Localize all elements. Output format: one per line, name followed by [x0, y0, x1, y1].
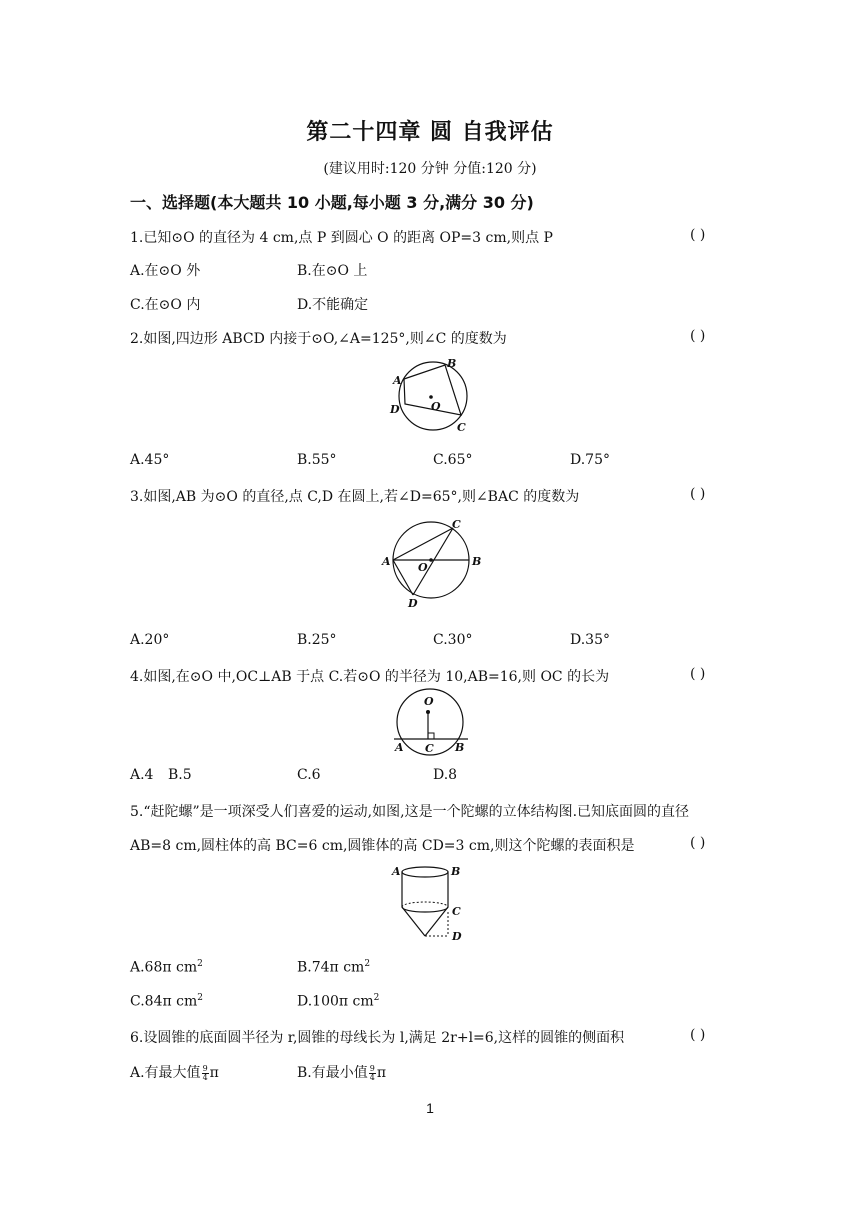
q5-option-a-text: A.68π cm	[130, 959, 198, 976]
question-2-option-b: B.55°	[297, 452, 337, 468]
question-3-stem: 3.如图,AB 为⊙O 的直径,点 C,D 在圆上,若∠D=65°,则∠BAC 的度数为	[130, 489, 580, 505]
q3-label-o: O	[418, 561, 428, 574]
q5-label-c: C	[452, 905, 461, 918]
question-4-option-d: D.8	[433, 767, 458, 783]
question-2-option-c: C.65°	[433, 452, 473, 468]
question-6-stem: 6.设圆锥的底面圆半径为 r,圆锥的母线长为 l,满足 2r+l=6,这样的圆锥的侧面积	[130, 1030, 625, 1046]
question-5-option-a	[130, 959, 203, 976]
q4-label-c: C	[425, 742, 434, 755]
page-number: 1	[426, 1100, 434, 1116]
question-5-option-b	[297, 959, 370, 976]
question-5-figure	[388, 860, 478, 946]
question-5-option-c	[130, 993, 203, 1010]
q2-label-o: O	[431, 400, 441, 413]
q5-option-c-sup: 2	[197, 993, 203, 1003]
question-5-answer-blank: ( )	[690, 835, 706, 851]
q5-option-d-text: D.100π cm	[297, 993, 374, 1010]
section-heading: 一、选择题(本大题共 10 小题,每小题 3 分,满分 30 分)	[130, 193, 534, 212]
question-3-option-c: C.30°	[433, 632, 473, 648]
question-5-option-d	[297, 993, 379, 1010]
q4-label-a: A	[395, 741, 404, 754]
question-4-option-c: C.6	[297, 767, 321, 783]
question-4-stem: 4.如图,在⊙O 中,OC⊥AB 于点 C.若⊙O 的半径为 10,AB=16,则 OC 的长为	[130, 669, 610, 685]
question-4-option-a: A.4	[130, 767, 154, 783]
question-3-answer-blank: ( )	[690, 486, 706, 502]
question-4-option-b: B.5	[168, 767, 192, 783]
question-4-answer-blank: ( )	[690, 666, 706, 682]
page-subtitle: (建议用时:120 分钟 分值:120 分)	[323, 161, 537, 177]
q2-label-d: D	[390, 403, 400, 416]
question-2-option-d: D.75°	[570, 452, 610, 468]
question-5-stem-line-1: 5.“赶陀螺”是一项深受人们喜爱的运动,如图,这是一个陀螺的立体结构图.已知底面圆的直径	[130, 804, 690, 820]
question-6-option-a: A.有最大值 $\frac{9}{4}$ π	[130, 1063, 219, 1082]
q6-option-a-text: A.有最大值	[130, 1065, 201, 1081]
question-2-stem: 2.如图,四边形 ABCD 内接于⊙O,∠A=125°,则∠C 的度数为	[130, 331, 507, 347]
question-3-figure	[378, 518, 482, 612]
question-6-option-b: B.有最小值 $\frac{9}{4}$ π	[297, 1063, 387, 1082]
q5-label-d: D	[452, 930, 462, 943]
q3-label-c: C	[452, 518, 461, 531]
question-3-option-b: B.25°	[297, 632, 337, 648]
page-title: 第二十四章 圆 自我评估	[306, 120, 554, 145]
q5-option-b-sup: 2	[364, 959, 371, 969]
q5-option-a-sup: 2	[197, 959, 203, 969]
question-2-figure	[385, 355, 475, 439]
question-1-option-a: A.在⊙O 外	[130, 263, 201, 279]
question-1-option-b: B.在⊙O 上	[297, 263, 368, 279]
question-2-option-a: A.45°	[130, 452, 170, 468]
question-1-option-d: D.不能确定	[297, 297, 369, 313]
question-3-option-d: D.35°	[570, 632, 610, 648]
q4-label-o: O	[424, 695, 434, 708]
q6-option-b-fraction: $\frac{9}{4}$	[369, 1063, 375, 1082]
question-6-answer-blank: ( )	[690, 1027, 706, 1043]
question-1-answer-blank: ( )	[690, 227, 706, 243]
q5-label-b: B	[451, 865, 461, 878]
q3-label-a: A	[382, 555, 391, 568]
q4-label-b: B	[455, 741, 465, 754]
q5-option-c-text: C.84π cm	[130, 993, 198, 1010]
q2-label-b: B	[447, 357, 457, 370]
q6-option-a-fraction: $\frac{9}{4}$	[202, 1063, 208, 1082]
q3-label-d: D	[408, 597, 418, 610]
question-2-answer-blank: ( )	[690, 328, 706, 344]
q2-label-a: A	[393, 374, 402, 387]
q2-label-c: C	[457, 421, 466, 434]
q5-option-d-sup: 2	[373, 993, 380, 1003]
question-1-stem: 1.已知⊙O 的直径为 4 cm,点 P 到圆心 O 的距离 OP=3 cm,则点 P	[130, 230, 553, 246]
q5-label-a: A	[392, 865, 401, 878]
question-5-stem-line-2: AB=8 cm,圆柱体的高 BC=6 cm,圆锥体的高 CD=3 cm,则这个陀螺的表面积是	[130, 838, 635, 854]
q3-label-b: B	[472, 555, 482, 568]
question-1-option-c: C.在⊙O 内	[130, 297, 201, 313]
q6-option-b-text: B.有最小值	[297, 1065, 368, 1081]
q5-option-b-text: B.74π cm	[297, 959, 365, 976]
question-3-option-a: A.20°	[130, 632, 170, 648]
question-4-figure	[390, 688, 472, 758]
